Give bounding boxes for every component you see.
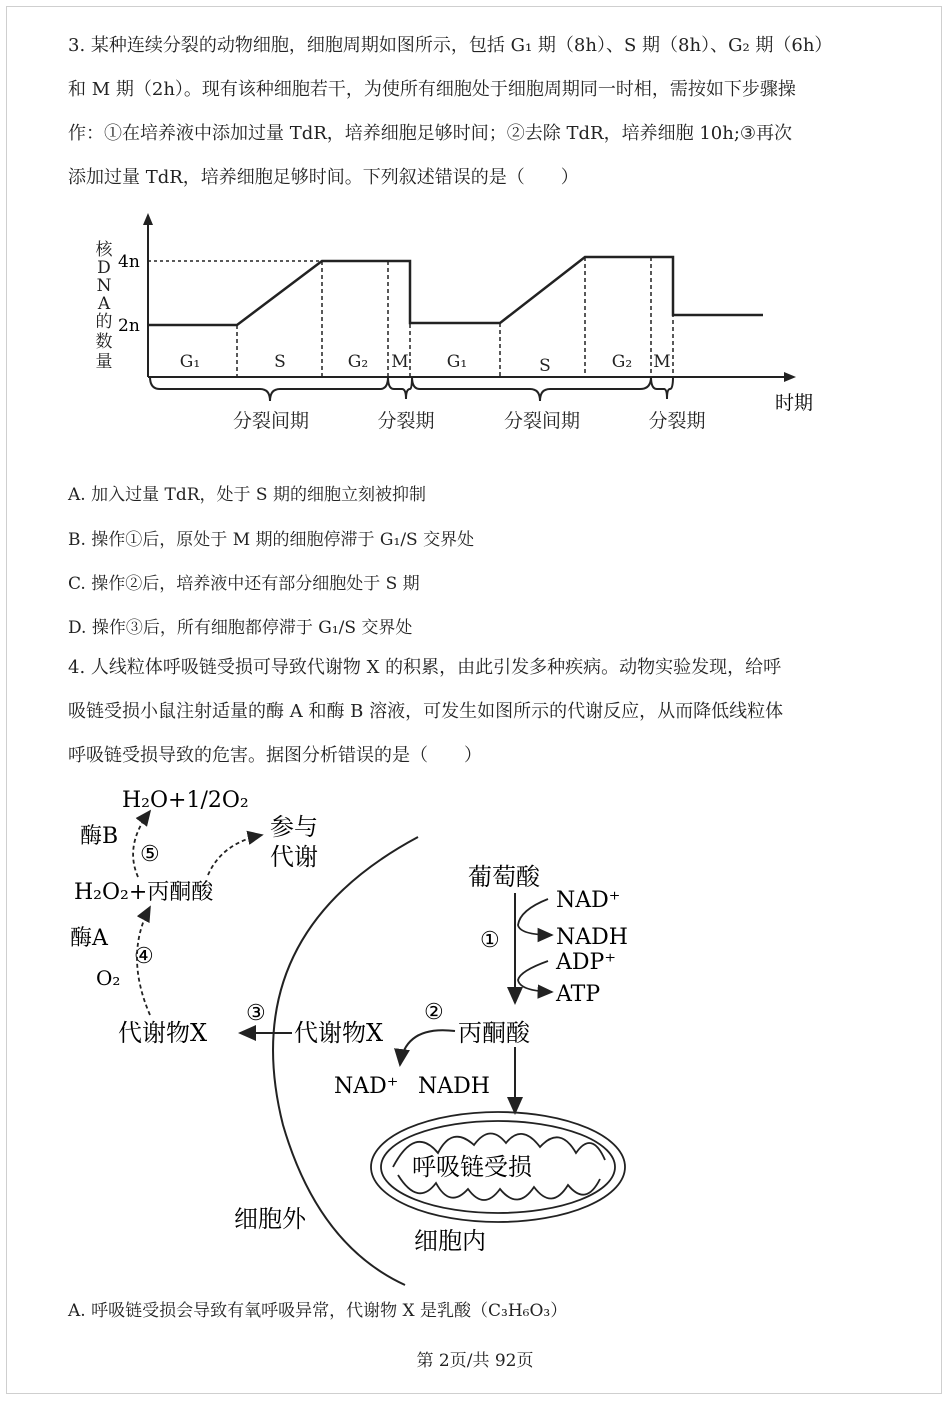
metabolism-label: 代谢 <box>270 843 318 871</box>
page-footer: 第 2页/共 92页 <box>416 1351 534 1371</box>
enzyme-a-label: 酶A <box>70 926 108 951</box>
q3-line: 和 M 期（2h）。现有该种细胞若干，为使所有细胞处于细胞周期同一时相，需按如下步骤操 <box>68 79 796 100</box>
outside-cell-label: 细胞外 <box>234 1205 306 1233</box>
atp-synthesis-arrow <box>518 961 552 992</box>
phase-label: G₁ <box>446 352 468 372</box>
bracket-label-division: 分裂期 <box>648 410 706 432</box>
phase-label: M <box>391 352 409 372</box>
y-tick-4n: 4n <box>118 252 140 272</box>
bracket-label-interphase: 分裂间期 <box>503 410 581 432</box>
nad-plus-label: NAD⁺ <box>556 888 621 913</box>
option-b: B. 操作①后，原处于 M 期的细胞停滞于 G₁/S 交界处 <box>68 530 475 550</box>
y-axis-label <box>96 240 114 372</box>
ylabel-char: N <box>96 276 112 296</box>
bracket-label-division: 分裂期 <box>377 410 435 432</box>
bracket-label-interphase: 分裂间期 <box>232 410 310 432</box>
ylabel-char: A <box>97 294 111 314</box>
ylabel-char: D <box>97 258 111 278</box>
q3-line: 3. 某种连续分裂的动物细胞，细胞周期如图所示，包括 G₁ 期（8h）、S 期（8h）、G₂ 期（6h） <box>68 35 833 56</box>
step-2-label: ② <box>424 1000 444 1025</box>
inside-cell-label: 细胞内 <box>414 1227 486 1255</box>
cell-cycle-figure <box>0 205 950 445</box>
q3-line: 作：①在培养液中添加过量 TdR，培养细胞足够时间；②去除 TdR，培养细胞 10h;③再次 <box>68 123 793 144</box>
q4-line: 4. 人线粒体呼吸链受损可导致代谢物 X 的积累，由此引发多种疾病。动物实验发现，给呼 <box>68 657 782 678</box>
q3-line: 添加过量 TdR，培养细胞足够时间。下列叙述错误的是（ ） <box>68 167 579 188</box>
step-3-label: ③ <box>246 1001 266 1026</box>
dna-curve <box>148 257 763 325</box>
period-brackets <box>150 377 673 401</box>
q4-option-a: A. 呼吸链受损会导致有氧呼吸异常，代谢物 X 是乳酸（C₃H₆O₃） <box>68 1301 568 1321</box>
option-a: A. 加入过量 TdR，处于 S 期的细胞立刻被抑制 <box>68 485 426 505</box>
step-1-label: ① <box>480 928 500 953</box>
enzyme-b-label: 酶B <box>80 824 119 849</box>
ylabel-char: 数 <box>95 332 113 352</box>
ylabel-char: 的 <box>95 312 113 332</box>
adp-label: ADP⁺ <box>556 950 616 975</box>
y-axis-arrow <box>143 213 153 225</box>
phase-label: G₂ <box>611 352 633 372</box>
nad-reduction-arrow <box>518 899 552 935</box>
step-5-label: ⑤ <box>140 842 160 867</box>
h2o2-pyruvate: H₂O₂+丙酮酸 <box>74 880 214 905</box>
metabolite-x-outside: 代谢物X <box>118 1019 208 1047</box>
participate-label: 参与 <box>270 813 318 841</box>
atp-label: ATP <box>556 982 601 1007</box>
y-tick-2n: 2n <box>118 316 140 336</box>
option-c: C. 操作②后，培养液中还有部分细胞处于 S 期 <box>68 574 420 594</box>
q4-line: 呼吸链受损导致的危害。据图分析错误的是（ ） <box>68 745 482 766</box>
nad-plus-bottom: NAD⁺ <box>334 1074 399 1099</box>
ylabel-char: 核 <box>95 240 113 260</box>
phase-label: M <box>653 352 671 372</box>
glucose-label: 葡萄酸 <box>468 863 540 891</box>
h2o-o2-product: H₂O+1/2O₂ <box>122 788 249 813</box>
step-4-label: ④ <box>134 944 154 969</box>
phase-label: S <box>539 356 551 376</box>
nadh-bottom: NADH <box>418 1074 490 1099</box>
option-d: D. 操作③后，所有细胞都停滞于 G₁/S 交界处 <box>68 618 413 638</box>
q4-line: 吸链受损小鼠注射适量的酶 A 和酶 B 溶液，可发生如图所示的代谢反应，从而降低线粒体 <box>68 701 784 722</box>
question-4-stem <box>68 646 868 778</box>
metabolism-diagram <box>0 775 950 1295</box>
x-axis-arrow <box>784 372 796 382</box>
x-axis-label: 时期 <box>775 392 814 414</box>
phase-label: G₂ <box>347 352 369 372</box>
arrow-step-2 <box>400 1030 455 1065</box>
chain-damaged-label: 呼吸链受损 <box>412 1153 532 1181</box>
question-3-stem <box>68 24 868 200</box>
ylabel-char: 量 <box>95 352 113 372</box>
pyruvate-label: 丙酮酸 <box>458 1019 530 1047</box>
o2-label: O₂ <box>96 966 121 990</box>
phase-label: G₁ <box>179 352 201 372</box>
phase-label: S <box>274 352 286 372</box>
metabolite-x-inside: 代谢物X <box>294 1019 384 1047</box>
arrow-to-metabolism <box>208 835 262 875</box>
nadh-label: NADH <box>556 925 628 950</box>
